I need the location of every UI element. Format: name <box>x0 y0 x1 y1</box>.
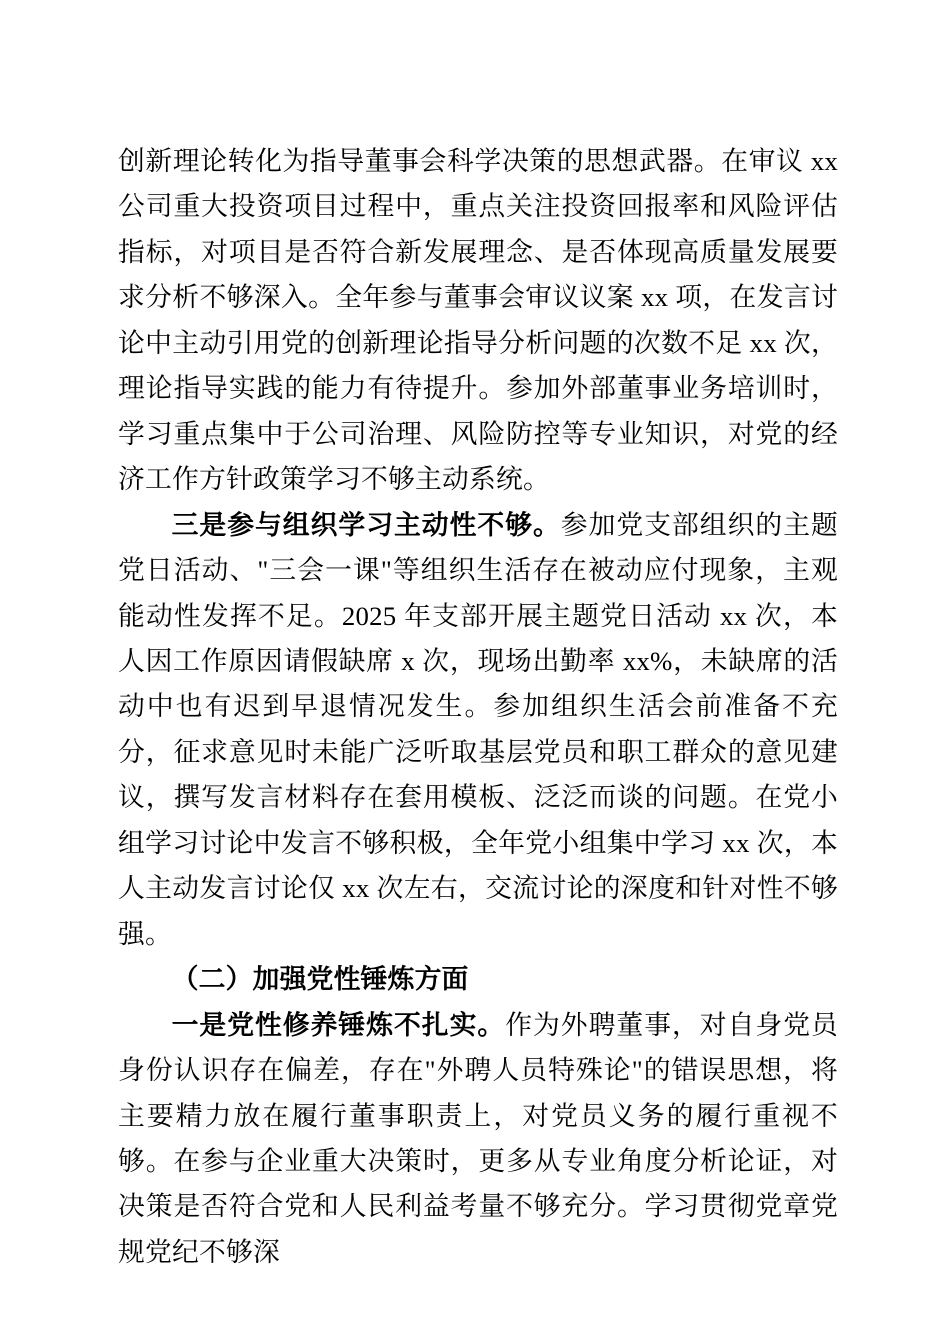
paragraph-point-one <box>118 1003 838 1276</box>
paragraph-text: 参加党支部组织的主题党日活动、"三会一课"等组织生活存在被动应付现象，主观能动性发挥不足。2025 年支部开展主题党日活动 xx 次，本人因工作原因请假缺席 x 次，现场出勤率 xx%，未缺席的活动中也有迟到早退情况发生。参加组织生活会前准备不充分，征求意见时未能广泛听取基层党员和职工群众的意见建议，撰写发言材料存在套用模板、泛泛而谈的问题。在党小组学习讨论中发言不够积极，全年党小组集中学习 xx 次，本人主动发言讨论仅 xx 次左右，交流讨论的深度和针对性不够强。 <box>118 509 838 949</box>
paragraph-point-three <box>118 503 838 958</box>
paragraph-lead-bold: 三是参与组织学习主动性不够。 <box>171 509 561 540</box>
paragraph-text: 作为外聘董事，对自身党员身份认识存在偏差，存在"外聘人员特殊论"的错误思想，将主要精力放在履行董事职责上，对党员义务的履行重视不够。在参与企业重大决策时，更多从专业角度分析论证，对决策是否符合党和人民利益考量不够充分。学习贯彻党章党规党纪不够深 <box>118 1009 838 1267</box>
section-heading <box>118 957 838 1002</box>
paragraph-continuation <box>118 139 838 503</box>
paragraph-text: 创新理论转化为指导董事会科学决策的思想武器。在审议 xx 公司重大投资项目过程中，重点关注投资回报率和风险评估指标，对项目是否符合新发展理念、是否体现高质量发展要求分析不够深入。全年参与董事会审议议案 xx 项，在发言讨论中主动引用党的创新理论指导分析问题的次数不足 xx 次，理论指导实践的能力有待提升。参加外部董事业务培训时，学习重点集中于公司治理、风险防控等专业知识，对党的经济工作方针政策学习不够主动系统。 <box>118 146 838 495</box>
document-body <box>118 139 838 1275</box>
section-heading-text: （二）加强党性锤炼方面 <box>171 964 469 995</box>
paragraph-lead-bold: 一是党性修养锤炼不扎实。 <box>171 1009 506 1040</box>
